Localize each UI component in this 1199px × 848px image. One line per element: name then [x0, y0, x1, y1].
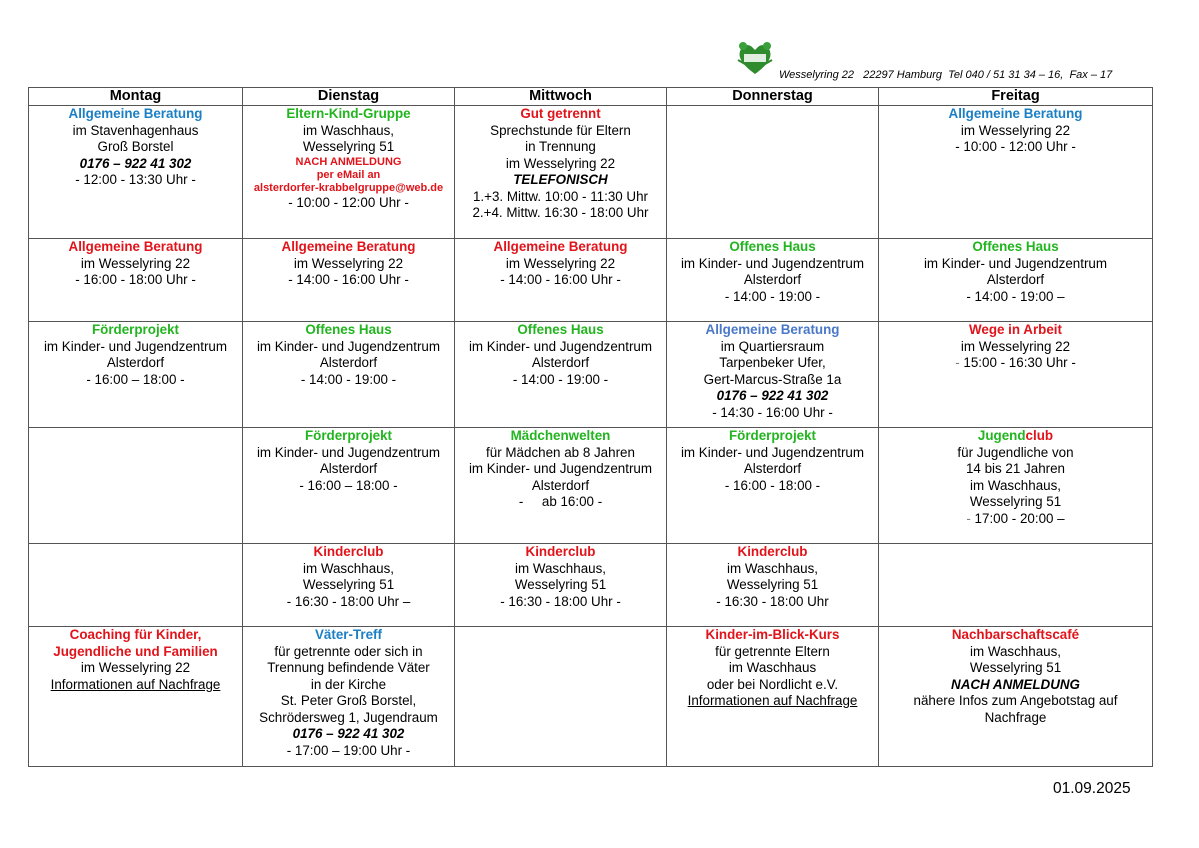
event-location: im Stavenhagenhaus [72, 122, 199, 138]
event-time: - 16:00 - 18:00 Uhr - [75, 272, 196, 287]
event-location: im Kinder- und Jugendzentrum [468, 461, 653, 476]
event-location: im Kinder- und Jugendzentrum [256, 444, 441, 460]
cell-di-2 [243, 239, 455, 322]
event-location: St. Peter Groß Borstel, [280, 693, 417, 708]
event-time: - 10:00 - 12:00 Uhr - [288, 194, 409, 210]
event-location: Wesselyring 51 [726, 577, 819, 592]
event-phone: 0176 – 922 41 302 [716, 388, 829, 403]
cell-do-1 [667, 106, 879, 239]
event-time: - 16:30 - 18:00 Uhr [716, 593, 829, 609]
event-location: Gert-Marcus-Straße 1a [703, 371, 842, 387]
title-part: Jugend [977, 428, 1026, 443]
event-phone: 0176 – 922 41 302 [292, 726, 405, 741]
cell-fr-4 [879, 428, 1153, 544]
header-mittwoch: Mittwoch [455, 88, 667, 106]
cell-mi-3 [455, 322, 667, 428]
event-location: im Kinder- und Jugendzentrum [256, 338, 441, 354]
event-title: Allgemeine Beratung [68, 106, 203, 121]
event-time: - 16:30 - 18:00 Uhr – [286, 593, 411, 609]
event-time: - 16:30 - 18:00 Uhr - [500, 593, 621, 609]
title-part: club [1025, 428, 1054, 443]
event-note: NACH ANMELDUNG [951, 676, 1080, 692]
event-time: - 12:00 - 13:30 Uhr - [75, 172, 196, 187]
event-location: im Waschhaus, [726, 560, 819, 576]
cell-fr-3 [879, 322, 1153, 428]
event-location: im Wesselyring 22 [80, 255, 191, 271]
event-time [879, 511, 1152, 528]
cell-di-5 [243, 544, 455, 627]
event-location: im Waschhaus [728, 660, 817, 675]
table-row [29, 428, 1153, 544]
event-location: Tarpenbeker Ufer, [719, 355, 826, 370]
cell-mo-3 [29, 322, 243, 428]
event-title: Offenes Haus [305, 322, 392, 337]
event-location: im Wesselyring 22 [293, 255, 404, 271]
event-title: Förderprojekt [728, 428, 817, 443]
event-time: - 14:00 - 16:00 Uhr - [288, 272, 409, 287]
document-date: 01.09.2025 [1053, 780, 1131, 797]
event-location: im Wesselyring 22 [80, 660, 191, 675]
event-title: Allgemeine Beratung [493, 239, 628, 254]
cell-do-5 [667, 544, 879, 627]
cell-mo-1 [29, 106, 243, 239]
info-link[interactable]: Informationen auf Nachfrage [687, 693, 858, 708]
header-dienstag: Dienstag [243, 88, 455, 106]
cell-mo-2 [29, 239, 243, 322]
cell-mi-2 [455, 239, 667, 322]
event-location: im Kinder- und Jugendzentrum [923, 255, 1108, 271]
event-location: Alsterdorf [531, 355, 590, 370]
event-title: Väter-Treff [315, 627, 382, 642]
event-time: - 17:00 – 19:00 Uhr - [286, 742, 411, 758]
time-dash: - [966, 510, 971, 526]
event-title [879, 428, 1152, 445]
event-title: Eltern-Kind-Gruppe [286, 106, 411, 121]
event-location: Alsterdorf [986, 272, 1045, 287]
event-description: nähere Infos zum Angebotstag auf [913, 693, 1118, 708]
header-freitag: Freitag [879, 88, 1153, 106]
event-time: - 14:00 - 19:00 - [512, 371, 609, 387]
event-title: Allgemeine Beratung [68, 239, 203, 254]
event-location: im Waschhaus, [302, 560, 395, 576]
header-montag: Montag [29, 88, 243, 106]
event-location: Wesselyring 51 [302, 139, 395, 154]
event-location: in der Kirche [310, 676, 387, 692]
event-title: Offenes Haus [517, 322, 604, 337]
event-title: Kinder-im-Blick-Kurs [705, 627, 840, 642]
event-description: 14 bis 21 Jahren [965, 461, 1065, 476]
cell-di-6 [243, 627, 455, 767]
event-description: Sprechstunde für Eltern [490, 122, 631, 138]
event-time: 1.+3. Mittw. 10:00 - 11:30 Uhr [472, 188, 649, 204]
table-row [29, 544, 1153, 627]
event-location: Alsterdorf [743, 461, 802, 476]
cell-fr-2 [879, 239, 1153, 322]
event-note: NACH ANMELDUNG [295, 155, 402, 168]
event-description: für Jugendliche von [957, 444, 1074, 460]
event-time: - 16:00 – 18:00 - [86, 371, 185, 387]
event-location: im Kinder- und Jugendzentrum [43, 338, 228, 354]
time-text: 15:00 - 16:30 Uhr - [959, 355, 1076, 370]
event-location: im Kinder- und Jugendzentrum [468, 338, 653, 354]
event-time: - 14:00 - 19:00 – [966, 288, 1065, 304]
table-row [29, 239, 1153, 322]
logo-icon [735, 40, 775, 76]
table-row [29, 322, 1153, 428]
cell-do-3 [667, 322, 879, 428]
event-location: Alsterdorf [319, 461, 378, 476]
cell-mi-5 [455, 544, 667, 627]
event-location: Alsterdorf [319, 355, 378, 370]
cell-fr-5 [879, 544, 1153, 627]
event-title: Allgemeine Beratung [948, 106, 1083, 121]
cell-do-2 [667, 239, 879, 322]
event-location: oder bei Nordlicht e.V. [706, 676, 839, 692]
event-description: Nachfrage [984, 709, 1047, 725]
event-time: 2.+4. Mittw. 16:30 - 18:00 Uhr [472, 205, 649, 220]
event-title: Coaching für Kinder, [69, 627, 202, 642]
cell-mo-6 [29, 627, 243, 767]
event-time: - 14:00 - 16:00 Uhr - [500, 272, 621, 287]
event-time: - 14:00 - 19:00 - [300, 371, 397, 387]
header-address: Wesselyring 22 22297 Hamburg Tel 040 / 51 31 34 – 16, Fax – 17 [779, 69, 1113, 81]
cell-di-4 [243, 428, 455, 544]
cell-mi-1 [455, 106, 667, 239]
event-location: im Wesselyring 22 [960, 338, 1071, 354]
event-description: für getrennte oder sich in [274, 643, 423, 659]
event-time: - 14:30 - 16:00 Uhr - [712, 404, 833, 420]
event-title: Kinderclub [525, 544, 596, 559]
event-title: Nachbarschaftscafé [951, 627, 1080, 642]
event-title: Allgemeine Beratung [705, 322, 840, 337]
event-title: Jugendliche und Familien [53, 643, 218, 659]
event-location: Schrödersweg 1, Jugendraum [259, 709, 438, 725]
event-title: Allgemeine Beratung [281, 239, 416, 254]
event-description: in Trennung [525, 139, 596, 154]
event-location: Wesselyring 51 [969, 660, 1062, 675]
cell-do-4 [667, 428, 879, 544]
table-row [29, 106, 1153, 239]
event-note: TELEFONISCH [513, 172, 608, 187]
cell-mo-4 [29, 428, 243, 544]
weekly-schedule-table [28, 87, 1153, 767]
time-text: 17:00 - 20:00 – [970, 510, 1065, 526]
event-title: Wege in Arbeit [968, 322, 1062, 337]
event-location: im Wesselyring 22 [960, 122, 1071, 138]
event-location: im Wesselyring 22 [505, 155, 616, 171]
cell-mo-5 [29, 544, 243, 627]
event-location: Wesselyring 51 [514, 577, 607, 592]
event-location: Alsterdorf [106, 355, 165, 370]
event-time: - 14:00 - 19:00 - [724, 288, 821, 304]
event-title: Kinderclub [737, 544, 808, 559]
event-phone: 0176 – 922 41 302 [79, 155, 192, 171]
event-time: - 16:00 - 18:00 - [724, 477, 821, 493]
event-note: per eMail an [316, 168, 381, 181]
event-location: im Waschhaus, [969, 643, 1062, 659]
cell-fr-1 [879, 106, 1153, 239]
event-location: im Waschhaus, [302, 122, 395, 138]
event-location: Groß Borstel [97, 139, 174, 154]
event-title: Förderprojekt [91, 322, 180, 337]
info-link[interactable]: Informationen auf Nachfrage [50, 676, 221, 692]
cell-di-1 [243, 106, 455, 239]
event-location: im Waschhaus, [969, 477, 1062, 493]
event-time: - ab 16:00 - [518, 494, 603, 509]
event-location: Wesselyring 51 [969, 494, 1062, 509]
cell-fr-6 [879, 627, 1153, 767]
event-location: Alsterdorf [531, 477, 590, 493]
header-donnerstag: Donnerstag [667, 88, 879, 106]
cell-di-3 [243, 322, 455, 428]
cell-mi-6 [455, 627, 667, 767]
event-time: - 10:00 - 12:00 Uhr - [955, 139, 1076, 154]
event-description: für getrennte Eltern [715, 643, 830, 659]
event-location: im Quartiersraum [720, 338, 825, 354]
event-email: alsterdorfer-krabbelgruppe@web.de [253, 181, 444, 194]
event-location: Wesselyring 51 [302, 577, 395, 592]
cell-do-6 [667, 627, 879, 767]
event-title: Offenes Haus [972, 239, 1059, 254]
table-row [29, 627, 1153, 767]
event-title: Offenes Haus [729, 239, 816, 254]
event-location: Alsterdorf [743, 272, 802, 287]
event-time: - 16:00 – 18:00 - [299, 477, 398, 493]
event-time [879, 355, 1152, 372]
event-title: Förderprojekt [304, 428, 393, 443]
event-location: im Kinder- und Jugendzentrum [680, 255, 865, 271]
cell-mi-4 [455, 428, 667, 544]
event-location: im Waschhaus, [514, 560, 607, 576]
event-description: für Mädchen ab 8 Jahren [486, 444, 635, 460]
weekday-header-row [29, 88, 1153, 106]
event-title: Kinderclub [313, 544, 384, 559]
event-description: Trennung befindende Väter [267, 660, 430, 675]
time-dash: - [955, 355, 960, 370]
event-location: im Wesselyring 22 [505, 255, 616, 271]
event-title: Mädchenwelten [510, 428, 611, 443]
event-title: Gut getrennt [520, 106, 601, 121]
event-location: im Kinder- und Jugendzentrum [680, 444, 865, 460]
